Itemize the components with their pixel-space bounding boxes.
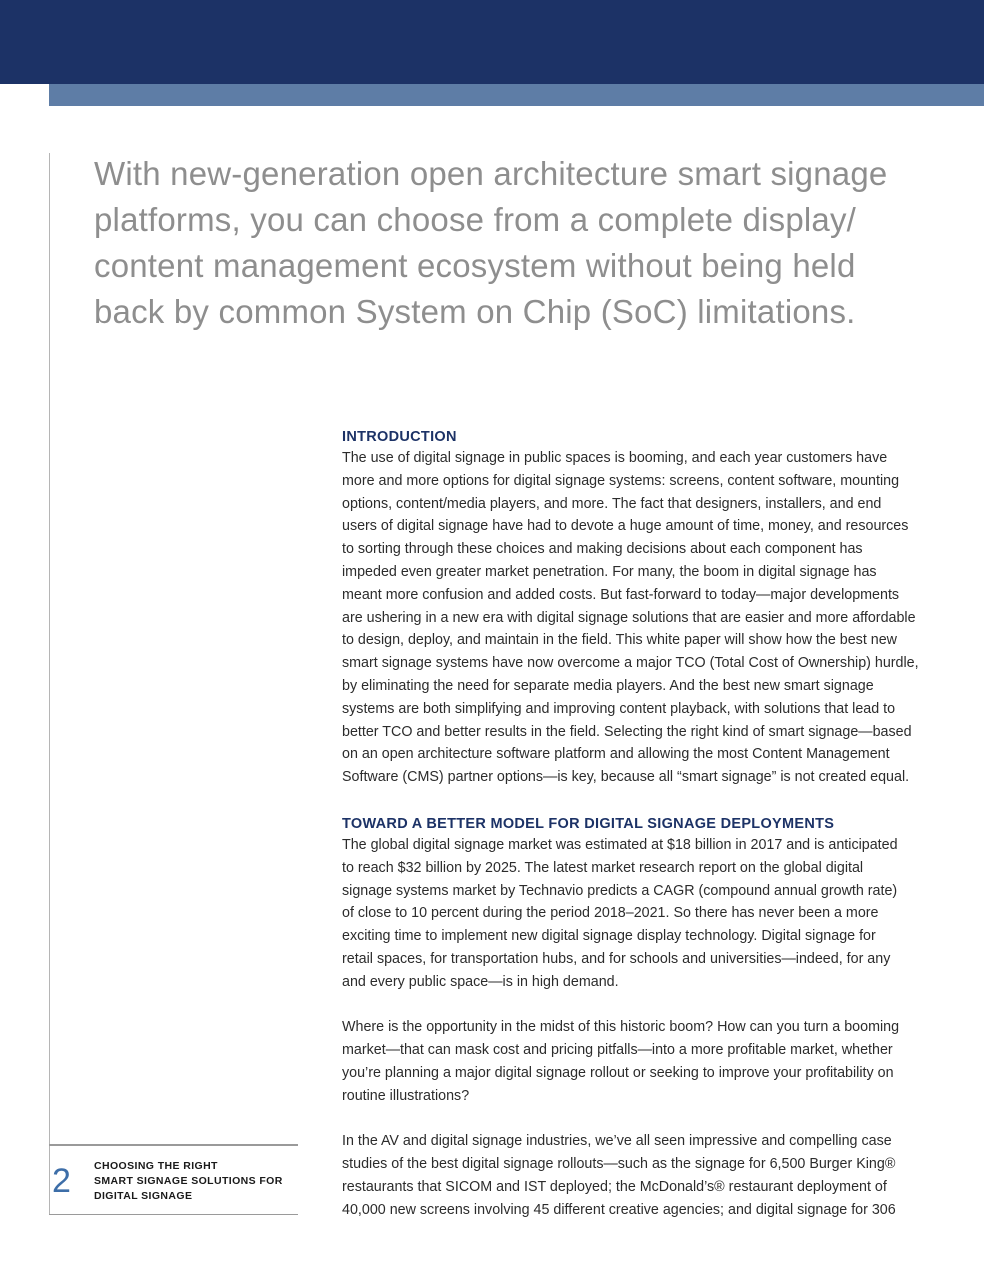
text-line: of close to 10 percent during the period 2018–2021. So there has never been a more [342,905,879,922]
text-line: studies of the best digital signage rollouts—such as the signage for 6,500 Burger King® [342,1156,896,1173]
text-line: by eliminating the need for separate media players. And the best new smart signage [342,677,874,694]
text-line: smart signage systems have now overcome a major TCO (Total Cost of Ownership) hurdle, [342,655,919,672]
better-model-paragraph-2 [342,1016,942,1107]
pull-quote-line: back by common System on Chip (SoC) limitations. [94,293,856,330]
text-line: meant more confusion and added costs. But fast-forward to today—major developments [342,586,900,603]
footer-title-line: SMART SIGNAGE SOLUTIONS FOR [94,1175,283,1187]
left-margin-rule [49,153,50,1215]
text-line: better TCO and better results in the field. Selecting the right kind of smart signage—based [342,723,912,740]
text-line: restaurants that SICOM and IST deployed; the McDonald’s® restaurant deployment of [342,1178,887,1195]
text-line: In the AV and digital signage industries, we’ve all seen impressive and compelling case [342,1133,892,1150]
text-line: impeded even greater market penetration. For many, the boom in digital signage has [342,563,877,580]
text-line: and every public space—is in high demand. [342,973,619,990]
footer-bottom-rule [49,1214,298,1215]
text-line: The global digital signage market was estimated at $18 billion in 2017 and is anticipated [342,836,898,853]
footer-document-title [94,1159,294,1204]
better-model-paragraph-1 [342,834,942,994]
text-line: systems are both simplifying and improving content playback, with solutions that lead to [342,700,896,717]
text-line: retail spaces, for transportation hubs, and for schools and universities—indeed, for any [342,950,891,967]
introduction-paragraph [342,447,942,789]
footer-top-rule [49,1144,298,1146]
text-line: options, content/media players, and more. The fact that designers, installers, and end [342,495,882,512]
text-line: signage systems market by Technavio predicts a CAGR (compound annual growth rate) [342,882,898,899]
header-sub-band [49,84,984,106]
text-line: on an open architecture software platform and allowing the most Content Management [342,746,890,763]
introduction-heading: INTRODUCTION [342,429,457,445]
text-line: market—that can mask cost and pricing pitfalls—into a more profitable market, whether [342,1042,893,1059]
text-line: Where is the opportunity in the midst of this historic boom? How can you turn a booming [342,1019,900,1036]
page-number: 2 [52,1162,71,1200]
text-line: users of digital signage have had to devote a huge amount of time, money, and resources [342,518,909,535]
text-line: routine illustrations? [342,1087,470,1104]
text-line: to reach $32 billion by 2025. The latest market research report on the global digital [342,859,864,876]
text-line: you’re planning a major digital signage rollout or seeking to improve your profitability on [342,1064,894,1081]
header-band [0,0,984,84]
pull-quote-line: platforms, you can choose from a complete display/ [94,201,857,238]
text-line: The use of digital signage in public spaces is booming, and each year customers have [342,450,888,466]
pull-quote-line: content management ecosystem without being held [94,247,856,284]
text-line: more and more options for digital signage systems: screens, content software, mounting [342,472,900,489]
text-line: to sorting through these choices and making decisions about each component has [342,541,863,558]
text-line: are ushering in a new era with digital signage solutions that are easier and more affordable [342,609,916,626]
text-line: Software (CMS) partner options—is key, because all “smart signage” is not created equal. [342,769,910,786]
pull-quote-line: With new-generation open architecture smart signage [94,155,888,192]
pull-quote [94,151,944,335]
text-line: 40,000 new screens involving 45 different creative agencies; and digital signage for 306 [342,1201,896,1218]
footer-title-line: CHOOSING THE RIGHT [94,1160,218,1172]
main-content [342,427,942,1222]
text-line: exciting time to implement new digital signage display technology. Digital signage for [342,928,876,945]
better-model-paragraph-3 [342,1130,942,1221]
footer-title-line: DIGITAL SIGNAGE [94,1190,193,1202]
text-line: to design, deploy, and maintain in the field. This white paper will show how the best new [342,632,897,649]
better-model-heading: TOWARD A BETTER MODEL FOR DIGITAL SIGNAGE DEPLOYMENTS [342,815,835,832]
